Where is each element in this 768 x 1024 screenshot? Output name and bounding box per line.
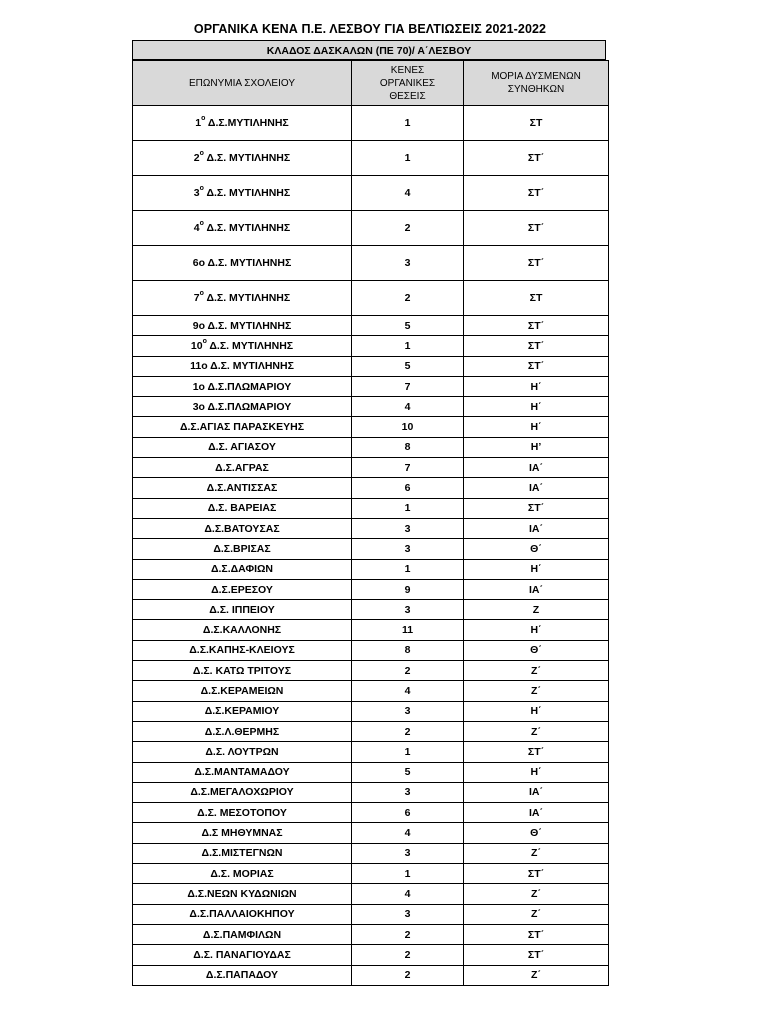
vacancies-cell: 3 bbox=[352, 600, 464, 620]
school-name: Δ.Σ. ΜΥΤΙΛΗΝΗΣ bbox=[206, 339, 294, 352]
table-row bbox=[133, 579, 609, 599]
points-header-line1: ΜΟΡΙΑ ΔΥΣΜΕΝΩΝ bbox=[491, 71, 581, 82]
vacancies-cell: 4 bbox=[352, 884, 464, 904]
table-subtitle: ΚΛΑΔΟΣ ΔΑΣΚΑΛΩΝ (ΠΕ 70)/ Α΄ΛΕΣΒΟΥ bbox=[132, 40, 606, 60]
table-row bbox=[133, 640, 609, 660]
school-name-cell bbox=[133, 681, 352, 701]
hardship-points-cell: ΙΑ΄ bbox=[464, 518, 609, 538]
school-name: 6ο Δ.Σ. ΜΥΤΙΛΗΝΗΣ bbox=[192, 257, 292, 269]
hardship-points-cell: Θ΄ bbox=[464, 539, 609, 559]
school-name-cell bbox=[133, 437, 352, 457]
school-name: Δ.Σ.ΑΝΤΙΣΣΑΣ bbox=[206, 482, 278, 495]
vacancies-cell: 4 bbox=[352, 397, 464, 417]
school-name-cell bbox=[133, 376, 352, 396]
hardship-points-cell: Η΄ bbox=[464, 397, 609, 417]
school-name-cell bbox=[133, 762, 352, 782]
school-name: Δ.Σ. ΜΟΡΙΑΣ bbox=[210, 867, 274, 880]
vacancies-cell: 8 bbox=[352, 437, 464, 457]
school-name: Δ.Σ.ΜΑΝΤΑΜΑΔΟΥ bbox=[194, 766, 290, 779]
table-row bbox=[133, 924, 609, 944]
vacancies-cell: 1 bbox=[352, 864, 464, 884]
ordinal-superscript: ο bbox=[199, 220, 204, 227]
school-number: 1 bbox=[195, 117, 202, 129]
school-name: Δ.Σ.ΠΑΜΦΙΛΩΝ bbox=[202, 928, 282, 941]
hardship-points-cell: ΣΤ΄ bbox=[464, 356, 609, 376]
table-row bbox=[133, 884, 609, 904]
hardship-points-cell: Ζ΄ bbox=[464, 904, 609, 924]
vacancies-cell: 1 bbox=[352, 141, 464, 176]
school-name-cell bbox=[133, 843, 352, 863]
hardship-points-cell: Θ΄ bbox=[464, 823, 609, 843]
school-name: Δ.Σ.ΚΑΠΗΣ-ΚΛΕΙΟΥΣ bbox=[189, 644, 295, 657]
school-name-cell bbox=[133, 316, 352, 336]
hardship-points-cell: ΣΤ΄ bbox=[464, 498, 609, 518]
school-name-cell bbox=[133, 478, 352, 498]
hardship-points-cell: ΣΤ΄ bbox=[464, 141, 609, 176]
vacancies-cell: 1 bbox=[352, 498, 464, 518]
school-name-cell bbox=[133, 661, 352, 681]
vacancies-cell: 2 bbox=[352, 721, 464, 741]
vacancies-cell: 3 bbox=[352, 904, 464, 924]
school-name: Δ.Σ ΜΗΘΥΜΝΑΣ bbox=[201, 827, 283, 840]
vacancies-cell: 1 bbox=[352, 336, 464, 356]
table-row bbox=[133, 559, 609, 579]
school-name: Δ.Σ. ΛΟΥΤΡΩΝ bbox=[205, 745, 279, 758]
table-row bbox=[133, 803, 609, 823]
school-name: Δ.Σ.Λ.ΘΕΡΜΗΣ bbox=[204, 725, 280, 738]
hardship-points-cell: Η΄ bbox=[464, 559, 609, 579]
school-name-cell bbox=[133, 701, 352, 721]
vacancies-cell: 5 bbox=[352, 356, 464, 376]
school-name-cell bbox=[133, 600, 352, 620]
table-row bbox=[133, 316, 609, 336]
points-column-header bbox=[464, 61, 609, 106]
vacancies-cell: 3 bbox=[352, 843, 464, 863]
school-name-cell bbox=[133, 620, 352, 640]
table-row bbox=[133, 721, 609, 741]
table-row bbox=[133, 701, 609, 721]
table-row bbox=[133, 681, 609, 701]
school-name: 11ο Δ.Σ. ΜΥΤΙΛΗΝΗΣ bbox=[190, 360, 294, 373]
table-row bbox=[133, 211, 609, 246]
school-number: 7 bbox=[193, 292, 200, 304]
school-name: Δ.Σ.ΚΕΡΑΜΕΙΩΝ bbox=[200, 684, 284, 697]
school-name: Δ.Σ. ΑΓΙΑΣΟΥ bbox=[208, 441, 276, 454]
table-row bbox=[133, 762, 609, 782]
table-row bbox=[133, 600, 609, 620]
hardship-points-cell: Ζ΄ bbox=[464, 661, 609, 681]
table-row bbox=[133, 498, 609, 518]
hardship-points-cell: ΣΤ΄ bbox=[464, 246, 609, 281]
table-row bbox=[133, 417, 609, 437]
vacancies-header-line3: ΘΕΣΕΙΣ bbox=[389, 90, 426, 102]
hardship-points-cell: Η’ bbox=[464, 437, 609, 457]
points-header-line2: ΣΥΝΘΗΚΩΝ bbox=[507, 84, 565, 95]
school-name-cell bbox=[133, 539, 352, 559]
table-body bbox=[133, 106, 609, 986]
school-name: Δ.Σ. ΜΥΤΙΛΗΝΗΣ bbox=[203, 152, 291, 164]
table-row bbox=[133, 620, 609, 640]
ordinal-superscript: ο bbox=[201, 115, 206, 122]
school-name: Δ.Σ.ΑΓΙΑΣ ΠΑΡΑΣΚΕΥΗΣ bbox=[179, 421, 305, 434]
hardship-points-cell: Η΄ bbox=[464, 417, 609, 437]
vacancies-cell: 5 bbox=[352, 762, 464, 782]
school-name: Δ.Σ. ΜΕΣΟΤΟΠΟΥ bbox=[197, 806, 287, 819]
table-row bbox=[133, 397, 609, 417]
hardship-points-cell: Ζ΄ bbox=[464, 721, 609, 741]
school-number: 2 bbox=[193, 152, 200, 164]
hardship-points-cell: Η΄ bbox=[464, 701, 609, 721]
table-row bbox=[133, 437, 609, 457]
vacancies-cell: 1 bbox=[352, 559, 464, 579]
hardship-points-cell: ΣΤ΄ bbox=[464, 864, 609, 884]
vacancies-cell: 7 bbox=[352, 458, 464, 478]
hardship-points-cell: Ζ΄ bbox=[464, 884, 609, 904]
school-name-cell bbox=[133, 356, 352, 376]
school-name-cell bbox=[133, 904, 352, 924]
vacancies-cell: 9 bbox=[352, 579, 464, 599]
ordinal-superscript: ο bbox=[199, 150, 204, 157]
school-name: Δ.Σ.ΜΙΣΤΕΓΝΩΝ bbox=[201, 847, 283, 860]
school-column-header bbox=[133, 61, 352, 106]
school-name: Δ.Σ.ΚΑΛΛΟΝΗΣ bbox=[202, 624, 282, 637]
vacancies-cell: 6 bbox=[352, 478, 464, 498]
school-name: Δ.Σ.ΝΕΩΝ ΚΥΔΩΝΙΩΝ bbox=[187, 887, 297, 900]
hardship-points-cell: ΙΑ΄ bbox=[464, 782, 609, 802]
school-number: 3 bbox=[193, 187, 200, 199]
hardship-points-cell: ΙΑ΄ bbox=[464, 579, 609, 599]
school-name-cell bbox=[133, 518, 352, 538]
document-title: ΟΡΓΑΝΙΚΑ ΚΕΝΑ Π.Ε. ΛΕΣΒΟΥ ΓΙΑ ΒΕΛΤΙΩΣΕΙΣ 2021-2022 bbox=[193, 22, 547, 36]
table-row bbox=[133, 945, 609, 965]
hardship-points-cell: Θ΄ bbox=[464, 640, 609, 660]
school-name-cell bbox=[133, 884, 352, 904]
table-row bbox=[133, 376, 609, 396]
table-row bbox=[133, 864, 609, 884]
table-row bbox=[133, 539, 609, 559]
hardship-points-cell: ΙΑ΄ bbox=[464, 803, 609, 823]
school-name: Δ.Σ.ΔΑΦΙΩΝ bbox=[210, 563, 274, 576]
hardship-points-cell: ΣΤ΄ bbox=[464, 742, 609, 762]
school-name: 3ο Δ.Σ.ΠΛΩΜΑΡΙΟΥ bbox=[192, 400, 292, 413]
school-name: Δ.Σ.ΒΡΙΣΑΣ bbox=[213, 542, 271, 555]
school-name: Δ.Σ. ΠΑΝΑΓΙΟΥΔΑΣ bbox=[193, 948, 291, 961]
school-name: Δ.Σ.ΑΓΡΑΣ bbox=[215, 461, 269, 474]
hardship-points-cell: ΣΤ΄ bbox=[464, 336, 609, 356]
school-name: Δ.Σ.ΒΑΤΟΥΣΑΣ bbox=[204, 522, 280, 535]
school-name: Δ.Σ.ΠΑΠΑΔΟΥ bbox=[205, 969, 279, 982]
school-name-cell bbox=[133, 823, 352, 843]
table-row bbox=[133, 965, 609, 985]
table-row bbox=[133, 336, 609, 356]
school-name-cell bbox=[133, 397, 352, 417]
vacancies-cell: 1 bbox=[352, 106, 464, 141]
hardship-points-cell: ΣΤ΄ bbox=[464, 211, 609, 246]
table-header-row bbox=[133, 61, 609, 106]
school-name-cell bbox=[133, 176, 352, 211]
vacancies-cell: 2 bbox=[352, 281, 464, 316]
school-number: 4 bbox=[193, 222, 200, 234]
school-name-cell bbox=[133, 945, 352, 965]
vacancies-cell: 4 bbox=[352, 176, 464, 211]
vacancies-header-line2: ΟΡΓΑΝΙΚΕΣ bbox=[379, 77, 436, 89]
ordinal-superscript: ο bbox=[199, 185, 204, 192]
hardship-points-cell: ΣΤ bbox=[464, 106, 609, 141]
vacancies-cell: 3 bbox=[352, 701, 464, 721]
school-name: Δ.Σ. ΜΥΤΙΛΗΝΗΣ bbox=[203, 292, 291, 304]
table-row bbox=[133, 356, 609, 376]
table-row bbox=[133, 246, 609, 281]
school-name: 1ο Δ.Σ.ΠΛΩΜΑΡΙΟΥ bbox=[192, 380, 292, 393]
table-row bbox=[133, 742, 609, 762]
vacancies-table bbox=[132, 60, 609, 986]
table-row bbox=[133, 782, 609, 802]
school-name-cell bbox=[133, 640, 352, 660]
school-name: Δ.Σ.ΚΕΡΑΜΙΟΥ bbox=[204, 705, 280, 718]
school-name: Δ.Σ.ΜΥΤΙΛΗΝΗΣ bbox=[205, 117, 289, 129]
table-row bbox=[133, 843, 609, 863]
school-name-cell bbox=[133, 579, 352, 599]
hardship-points-cell: ΣΤ΄ bbox=[464, 176, 609, 211]
vacancies-cell: 3 bbox=[352, 518, 464, 538]
table-row bbox=[133, 478, 609, 498]
school-name-cell bbox=[133, 721, 352, 741]
school-name-cell bbox=[133, 782, 352, 802]
vacancies-cell: 11 bbox=[352, 620, 464, 640]
hardship-points-cell: ΣΤ΄ bbox=[464, 316, 609, 336]
school-name-cell bbox=[133, 106, 352, 141]
hardship-points-cell: Ζ bbox=[464, 600, 609, 620]
vacancies-header-line1: ΚΕΝΕΣ bbox=[390, 64, 425, 76]
vacancies-cell: 4 bbox=[352, 681, 464, 701]
school-name-cell bbox=[133, 498, 352, 518]
ordinal-superscript: ο bbox=[199, 290, 204, 297]
school-header-label: ΕΠΩΝΥΜΙΑ ΣΧΟΛΕΙΟΥ bbox=[189, 77, 295, 89]
school-name-cell bbox=[133, 141, 352, 176]
vacancies-cell: 2 bbox=[352, 924, 464, 944]
vacancies-cell: 5 bbox=[352, 316, 464, 336]
vacancies-cell: 6 bbox=[352, 803, 464, 823]
school-name-cell bbox=[133, 246, 352, 281]
table-row bbox=[133, 106, 609, 141]
table-row bbox=[133, 661, 609, 681]
vacancies-cell: 10 bbox=[352, 417, 464, 437]
school-name-cell bbox=[133, 742, 352, 762]
school-name: Δ.Σ. ΚΑΤΩ ΤΡΙΤΟΥΣ bbox=[192, 664, 292, 677]
vacancies-cell: 3 bbox=[352, 246, 464, 281]
school-name: Δ.Σ. ΙΠΠΕΙΟΥ bbox=[209, 603, 275, 616]
school-name: Δ.Σ. ΒΑΡΕΙΑΣ bbox=[207, 502, 277, 515]
vacancies-cell: 1 bbox=[352, 742, 464, 762]
table-row bbox=[133, 823, 609, 843]
school-name: Δ.Σ. ΜΥΤΙΛΗΝΗΣ bbox=[203, 222, 291, 234]
hardship-points-cell: Ζ΄ bbox=[464, 843, 609, 863]
vacancies-cell: 3 bbox=[352, 539, 464, 559]
school-name: Δ.Σ.ΠΑΛΛΑΙΟΚΗΠΟΥ bbox=[189, 908, 295, 921]
vacancies-cell: 2 bbox=[352, 945, 464, 965]
school-name-cell bbox=[133, 281, 352, 316]
hardship-points-cell: ΣΤ΄ bbox=[464, 945, 609, 965]
table-row bbox=[133, 176, 609, 211]
vacancies-cell: 7 bbox=[352, 376, 464, 396]
vacancies-cell: 2 bbox=[352, 661, 464, 681]
hardship-points-cell: Ζ΄ bbox=[464, 965, 609, 985]
vacancies-cell: 8 bbox=[352, 640, 464, 660]
table-row bbox=[133, 518, 609, 538]
school-name: Δ.Σ.ΜΕΓΑΛΟΧΩΡΙΟΥ bbox=[190, 786, 294, 799]
vacancies-cell: 3 bbox=[352, 782, 464, 802]
school-name-cell bbox=[133, 417, 352, 437]
school-name: 9ο Δ.Σ. ΜΥΤΙΛΗΝΗΣ bbox=[192, 319, 292, 332]
hardship-points-cell: ΙΑ΄ bbox=[464, 458, 609, 478]
vacancies-cell: 4 bbox=[352, 823, 464, 843]
school-name-cell bbox=[133, 559, 352, 579]
table-row bbox=[133, 281, 609, 316]
table-row bbox=[133, 458, 609, 478]
hardship-points-cell: Η΄ bbox=[464, 620, 609, 640]
table-row bbox=[133, 141, 609, 176]
hardship-points-cell: Η΄ bbox=[464, 376, 609, 396]
vacancies-sheet bbox=[132, 40, 608, 986]
vacancies-cell: 2 bbox=[352, 211, 464, 246]
school-number: 10 bbox=[190, 339, 203, 352]
hardship-points-cell: Ζ΄ bbox=[464, 681, 609, 701]
school-name-cell bbox=[133, 864, 352, 884]
hardship-points-cell: Η΄ bbox=[464, 762, 609, 782]
school-name-cell bbox=[133, 965, 352, 985]
school-name-cell bbox=[133, 458, 352, 478]
vacancies-column-header bbox=[352, 61, 464, 106]
school-name-cell bbox=[133, 924, 352, 944]
hardship-points-cell: ΙΑ΄ bbox=[464, 478, 609, 498]
school-name: Δ.Σ. ΜΥΤΙΛΗΝΗΣ bbox=[203, 187, 291, 199]
table-row bbox=[133, 904, 609, 924]
school-name-cell bbox=[133, 336, 352, 356]
hardship-points-cell: ΣΤ bbox=[464, 281, 609, 316]
school-name: Δ.Σ.ΕΡΕΣΟΥ bbox=[211, 583, 273, 596]
vacancies-cell: 2 bbox=[352, 965, 464, 985]
ordinal-superscript: ο bbox=[202, 337, 207, 345]
school-name-cell bbox=[133, 803, 352, 823]
hardship-points-cell: ΣΤ΄ bbox=[464, 924, 609, 944]
school-name-cell bbox=[133, 211, 352, 246]
